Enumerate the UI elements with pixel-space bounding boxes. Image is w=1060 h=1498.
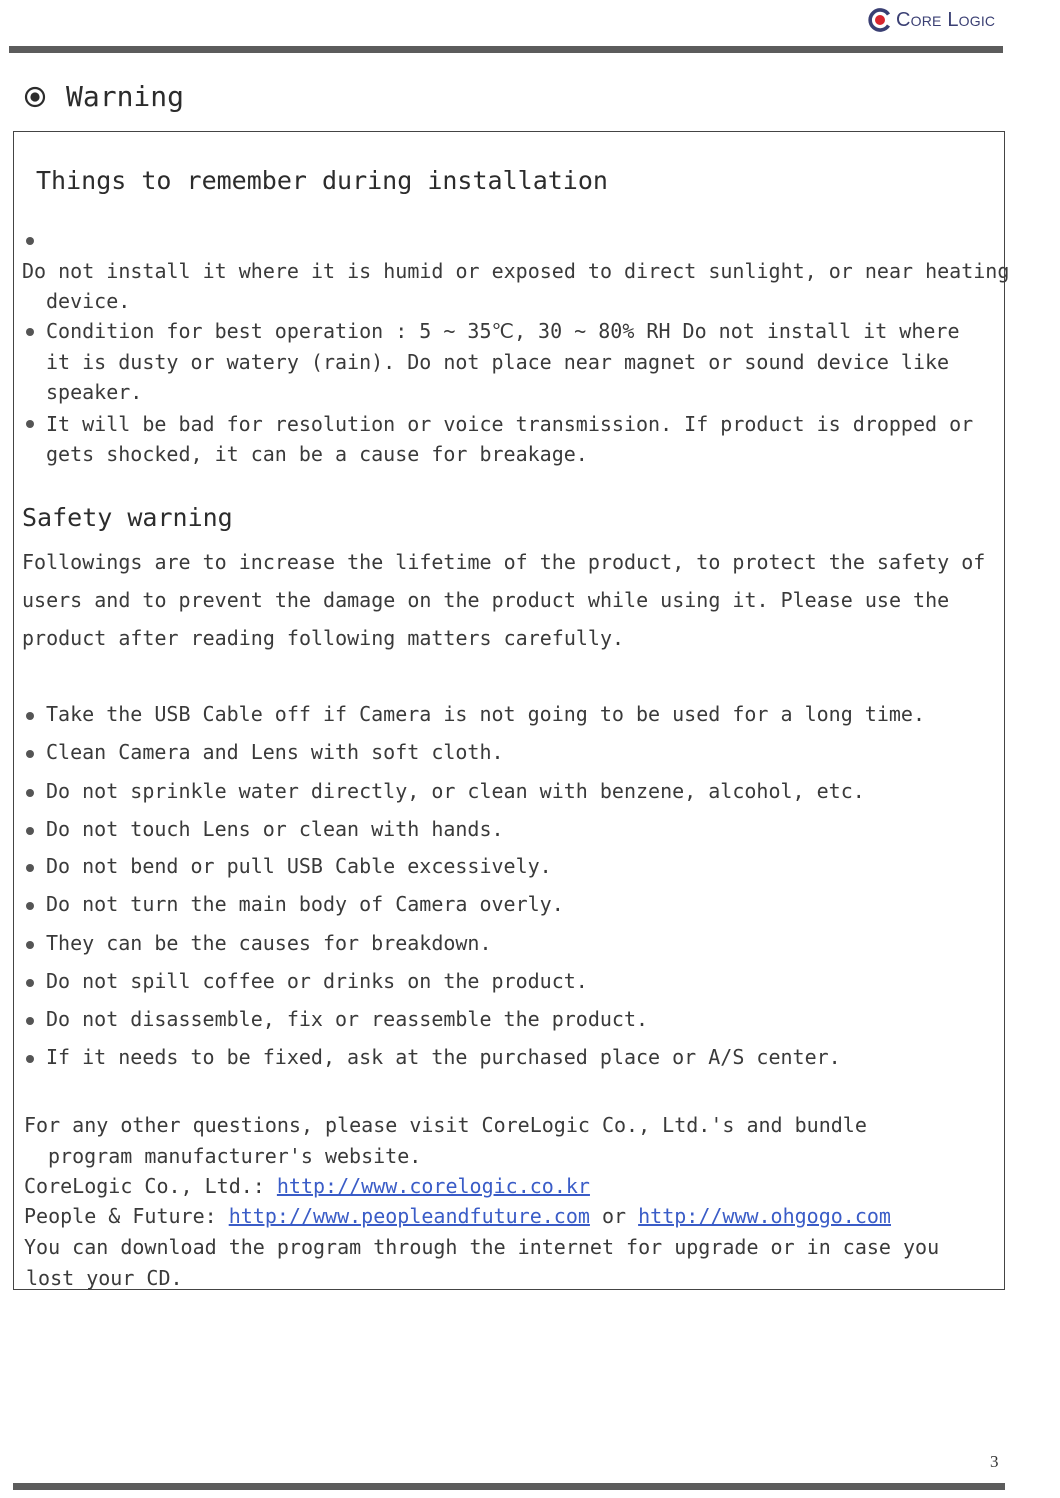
installation-line: It will be bad for resolution or voice transmission. If product is dropped or <box>46 412 974 436</box>
bullet-icon <box>26 328 34 336</box>
list-item-text: Do not bend or pull USB Cable excessively. <box>46 854 552 878</box>
bullet-icon <box>26 712 34 720</box>
contact-line: program manufacturer's website. <box>48 1144 422 1168</box>
contact-line: For any other questions, please visit CoreLogic Co., Ltd.'s and bundle <box>24 1113 867 1137</box>
bullet-icon <box>26 902 34 910</box>
safety-intro-line: users and to prevent the damage on the product while using it. Please use the <box>22 588 950 612</box>
list-item-text: They can be the causes for breakdown. <box>46 931 492 955</box>
installation-line: gets shocked, it can be a cause for breakage. <box>46 442 588 466</box>
top-rule <box>9 46 1003 53</box>
safety-intro-line: product after reading following matters carefully. <box>22 626 625 650</box>
corelogic-link[interactable]: http://www.corelogic.co.kr <box>276 1174 590 1198</box>
warning-box <box>13 131 1010 1290</box>
list-item-text: Do not disassemble, fix or reassemble the product. <box>46 1007 649 1031</box>
list-item-text: Do not touch Lens or clean with hands. <box>46 817 504 841</box>
bullet-icon <box>26 750 34 758</box>
bottom-rule <box>13 1483 1005 1490</box>
list-item-text: Do not sprinkle water directly, or clean with benzene, alcohol, etc. <box>46 779 865 803</box>
bullet-icon <box>26 979 34 987</box>
installation-line: speaker. <box>46 380 143 404</box>
bullet-icon <box>26 1055 34 1063</box>
bullet-icon <box>26 1017 34 1025</box>
bullet-icon <box>26 864 34 872</box>
installation-line: device. <box>46 289 131 313</box>
or-text: or <box>589 1204 639 1228</box>
people-label: People & Future: <box>24 1204 229 1228</box>
list-item-text: If it needs to be fixed, ask at the purchased place or A/S center. <box>46 1045 841 1069</box>
contact-line: lost your CD. <box>26 1266 183 1290</box>
safety-intro-line: Followings are to increase the lifetime of the product, to protect the safety of <box>22 550 986 574</box>
list-item-text: Do not turn the main body of Camera overly. <box>46 892 564 916</box>
installation-heading: Things to remember during installation <box>36 166 608 195</box>
contact-line: You can download the program through the internet for upgrade or in case you <box>24 1235 940 1259</box>
bullet-icon <box>26 237 34 245</box>
list-item-text: Take the USB Cable off if Camera is not going to be used for a long time. <box>46 702 925 726</box>
brand-logo <box>868 8 995 32</box>
page-title: Warning <box>66 80 185 113</box>
installation-line: Condition for best operation : 5 ~ 35℃, 30 ~ 80% RH Do not install it where <box>46 319 960 343</box>
section-title <box>24 80 184 113</box>
peopleandfuture-link[interactable]: http://www.peopleandfuture.com <box>228 1204 590 1228</box>
list-item-text: Clean Camera and Lens with soft cloth. <box>46 740 504 764</box>
corelogic-label: CoreLogic Co., Ltd.: <box>24 1174 277 1198</box>
page-number: 3 <box>990 1452 999 1471</box>
ohgogo-link[interactable]: http://www.ohgogo.com <box>638 1204 891 1228</box>
people-future-contact <box>24 1204 891 1228</box>
bullet-icon <box>26 941 34 949</box>
bullet-icon <box>26 827 34 835</box>
safety-heading: Safety warning <box>22 503 233 532</box>
target-bullet-icon <box>24 86 46 108</box>
corelogic-contact <box>24 1174 590 1198</box>
installation-line: Do not install it where it is humid or exposed to direct sunlight, or near heating <box>22 259 1010 283</box>
core-logic-logo-icon <box>868 8 892 32</box>
bullet-icon <box>26 789 34 797</box>
list-item-text: Do not spill coffee or drinks on the product. <box>46 969 588 993</box>
bullet-icon <box>26 420 34 428</box>
installation-line: it is dusty or watery (rain). Do not place near magnet or sound device like <box>46 350 950 374</box>
brand-name: Core Logic <box>896 8 996 31</box>
